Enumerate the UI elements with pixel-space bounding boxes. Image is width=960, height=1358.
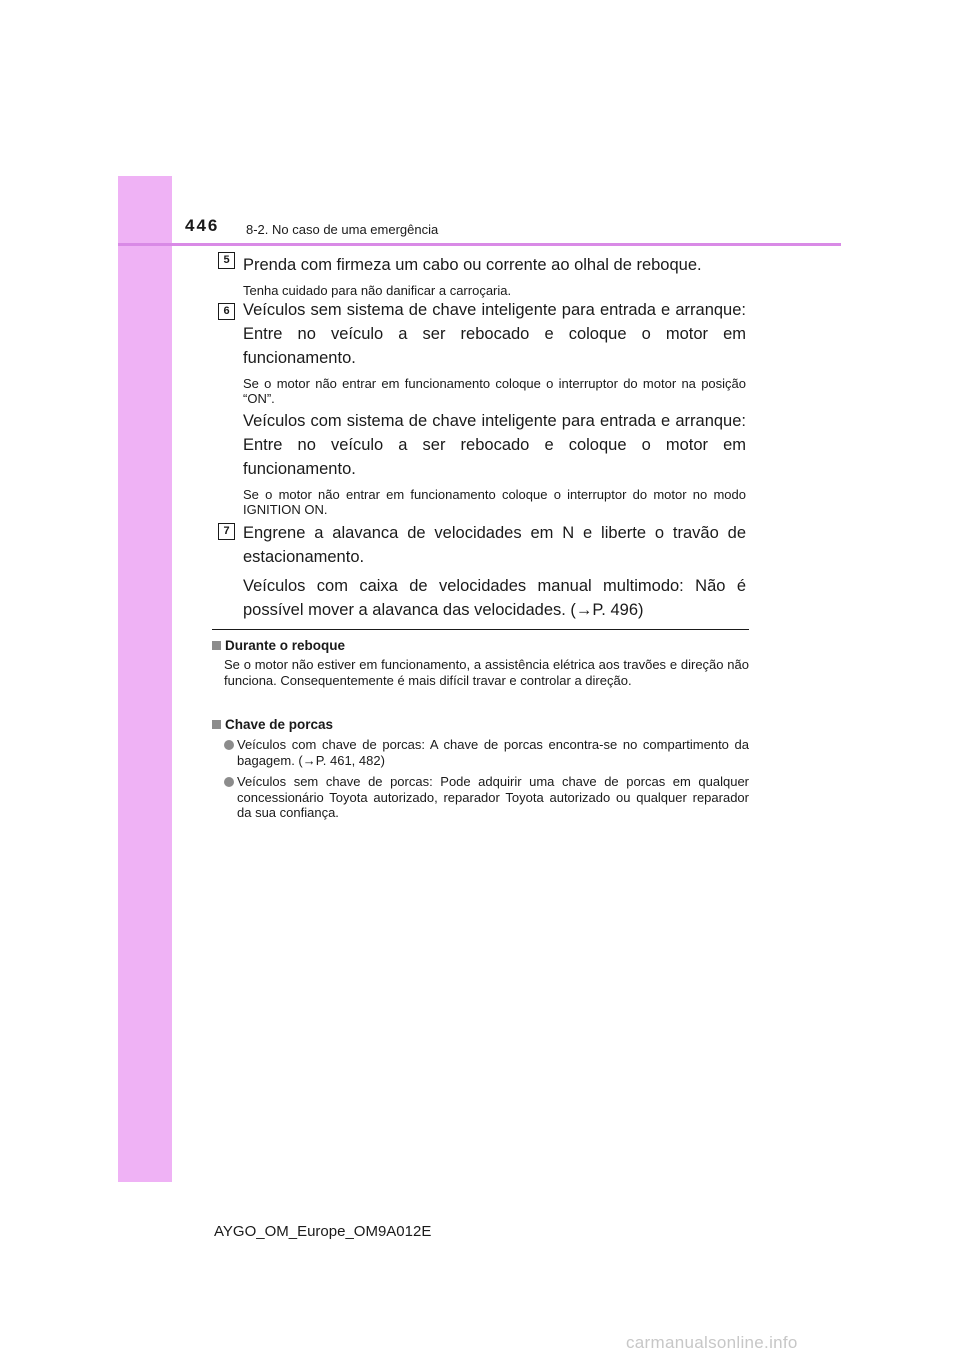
step-7-instruction-a: Engrene a alavanca de velocidades em N e liberte o travão de estacionamento. <box>243 524 746 566</box>
step-6-instruction-a: Veículos sem sistema de chave inteligente para entrada e arranque: Entre no veículo a ser rebocado e coloque o motor em funcionamento. <box>243 301 746 367</box>
step-7 <box>243 521 746 622</box>
chapter-sidebar-tab <box>118 176 172 1182</box>
note-lug-wrench-item: Veículos com chave de porcas: A chave de porcas encontra-se no compartimento da bagagem. (→P. 461, 482) <box>224 737 749 768</box>
step-badge-6: 6 <box>218 303 235 320</box>
step-6-note-b: Se o motor não entrar em funcionamento coloque o interruptor do motor no modo IGNITION ON. <box>243 487 746 517</box>
document-code: AYGO_OM_Europe_OM9A012E <box>214 1223 432 1240</box>
note-towing-heading: Durante o reboque <box>212 638 749 654</box>
note-towing <box>212 638 749 688</box>
step-badge-5: 5 <box>218 252 235 269</box>
step-5-note: Tenha cuidado para não danificar a carroçaria. <box>243 283 512 298</box>
step-7-instruction-b: Veículos com caixa de velocidades manual multimodo: Não é possível mover a alavanca das velocidades. (→P. 496) <box>243 577 746 619</box>
step-5-instruction: Prenda com firmeza um cabo ou corrente ao olhal de reboque. <box>243 256 702 274</box>
step-5 <box>243 253 746 298</box>
note-lug-wrench-item: Veículos sem chave de porcas: Pode adquirir uma chave de porcas em qualquer concessionário Toyota autorizado, reparador Toyota autorizado ou qualquer reparador da sua confiança. <box>224 774 749 821</box>
square-bullet-icon <box>212 720 221 729</box>
circle-bullet-icon <box>224 777 234 787</box>
page-number: 446 <box>185 216 220 235</box>
section-title: 8-2. No caso de uma emergência <box>246 222 439 237</box>
note-lug-wrench <box>212 717 749 827</box>
circle-bullet-icon <box>224 740 234 750</box>
note-lug-wrench-heading: Chave de porcas <box>212 717 749 733</box>
step-6 <box>243 298 746 517</box>
notes-divider <box>212 629 749 630</box>
header-rule <box>118 243 841 246</box>
step-6-instruction-b: Veículos com sistema de chave inteligente para entrada e arranque: Entre no veículo a ser rebocado e coloque o motor em funcionamento. <box>243 412 746 478</box>
step-badge-7: 7 <box>218 523 235 540</box>
square-bullet-icon <box>212 641 221 650</box>
step-6-note-a: Se o motor não entrar em funcionamento coloque o interruptor do motor na posição “ON”. <box>243 376 746 406</box>
note-towing-text: Se o motor não estiver em funcionamento, a assistência elétrica aos travões e direção não funciona. Consequentemente é mais difícil travar e controlar a direção. <box>224 657 749 688</box>
watermark: carmanualsonline.info <box>626 1333 798 1352</box>
